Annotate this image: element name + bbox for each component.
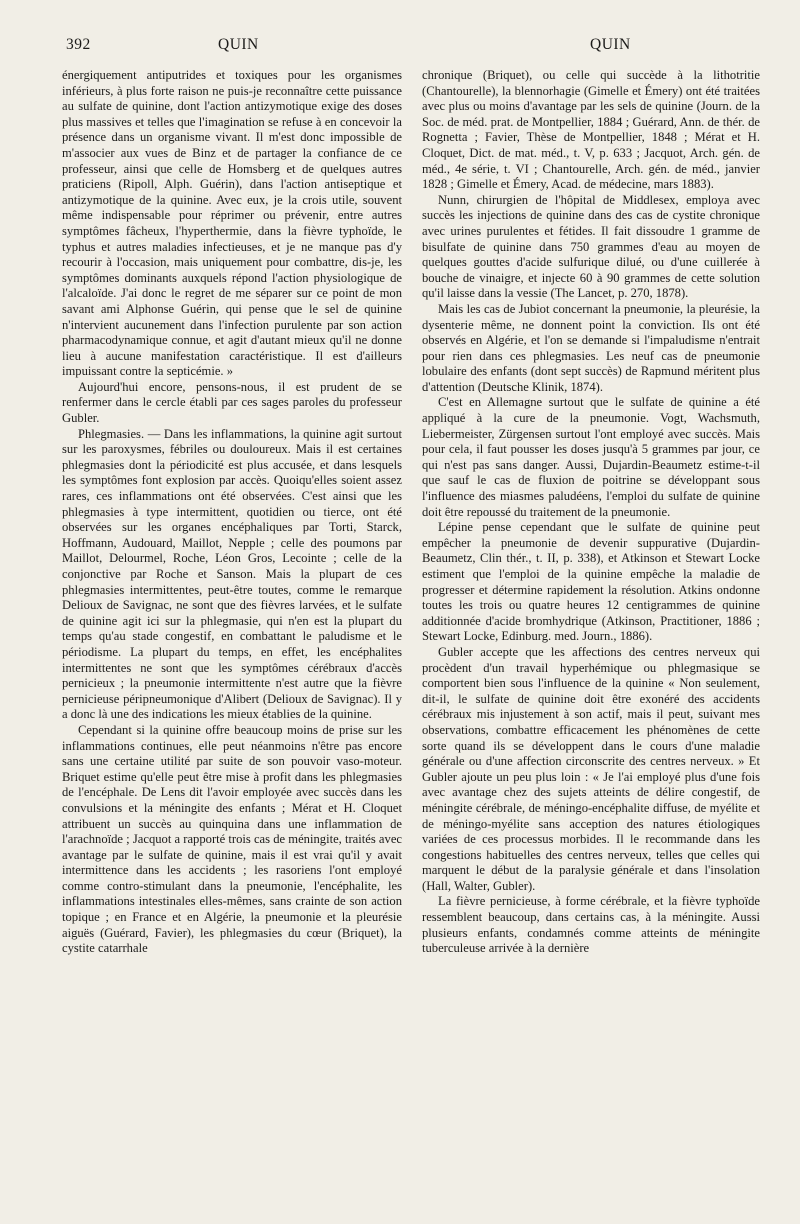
paragraph: La fièvre pernicieuse, à forme cérébrale, et la fièvre typhoïde ressemblent beaucoup, dans certains cas, à la méningite. Aussi plusieurs enfants, condamnés comme atteints de méningite tuberculeuse arrivée à la dernière — [422, 894, 760, 956]
running-title-left: QUIN — [218, 36, 259, 53]
paragraph: Gubler accepte que les affections des centres nerveux qui procèdent d'un travail hyperhémique ou phlegmasique se comportent bien sous l'influence de la quinine « Non seulement, dit-il, le sulfate de quinine doit être exonéré des accidents cérébraux mis injustement à son actif, mais il peut, suivant mes observations, combattre efficacement les phénomènes de cette sorte quand ils se développent dans le cours d'une maladie générale ou d'une affection circonscrite des centres nerveux. » Et Gubler ajoute un peu plus loin : « Je l'ai employé plus d'une fois avec avantage chez des sujets atteints de délire congestif, de méningite cérébrale, de méningo-encéphalite diffuse, de myélite et de méningo-myélite sans acception des natures étiologiques variées de ces processus morbides. Il le recommande dans les congestions habituelles des centres nerveux, telles que celles qui marquent le début de la paralysie générale et dans l'insolation (Hall, Walter, Gubler). — [422, 644, 760, 893]
paragraph: Mais les cas de Jubiot concernant la pneumonie, la pleurésie, la dysenterie même, ne donnent point la conviction. Ils ont été observés en Algérie, et l'on se demande si l'impaludisme n'entrait pour rien dans ces phlegmasies. Les neuf cas de pneumonie lobulaire des enfants (dont sept succès) de Rapmund méritent plus d'attention (Deutsche Klinik, 1874). — [422, 301, 760, 394]
paragraph: énergiquement antiputrides et toxiques pour les organismes inférieurs, à plus forte raison ne puis-je reconnaître cette puissance au sulfate de quinine, dont l'action antizymotique exige des doses plus massives et telles que l'imagination se refuse à en concevoir la présence dans un organisme vivant. Il m'est donc impossible de m'associer aux vues de Binz et de partager la confiance de ce professeur, ainsi que celle de Homsberg et de quelques autres praticiens (Ripoll, Alph. Guérin), dans l'action antiseptique et antizymotique de la quinine. Avec eux, je la crois utile, souvent même indispensable pour réprimer ou prévenir, entre autres symptômes fâcheux, l'hyperthermie, dans la fièvre typhoïde, le typhus et autres maladies infectieuses, et je ne manque pas d'y recourir à l'occasion, mais uniquement pour combattre, dis-je, les symptômes dominants auxquels répond l'action physiologique de l'alcaloïde. J'ai donc le regret de me séparer sur ce point de mon savant ami Alphonse Guérin, qui pense que le sel de quinine n'intervient aucunement dans l'infection purulente par son action pharmacodynamique connue, et agit d'autant mieux qu'il ne donne lieu à aucune manifestation caractéristique. Il est d'ailleurs impuissant contre la septicémie. » — [62, 68, 402, 379]
running-title-right: QUIN — [590, 36, 631, 53]
paragraph: Cependant si la quinine offre beaucoup moins de prise sur les inflammations continues, elle peut néanmoins n'être pas encore sans une certaine utilité par suite de son pouvoir vaso-moteur. Briquet estime qu'elle peut être mise à profit dans les phlegmasies de l'encéphale. De Lens dit l'avoir employée avec succès dans les convulsions et la méningite des enfants ; Mérat et H. Cloquet attribuent un succès au quinquina dans une inflammation de l'arachnoïde ; Jacquot a rapporté trois cas de méningite, traités avec avantage par le sulfate de quinine, mais il est vrai qu'il y avait intermittence dans les accidents ; les rasoriens l'ont employé comme contro-stimulant dans la pneumonie, l'encéphalite, les inflammations intestinales elles-mêmes, sans crainte de son action topique ; en France et en Algérie, la pneumonie et la pleurésie aiguës (Guérard, Favier), les phlegmasies du cœur (Briquet), la cystite catarrhale — [62, 722, 402, 956]
paragraph: Phlegmasies. — Dans les inflammations, la quinine agit surtout sur les paroxysmes, fébriles ou douloureux. Mais il est certaines phlegmasies dont la périodicité est plus accusée, et dans lesquels les symptômes font explosion par accès. Quoiqu'elles soient assez rares, ces inflammations ont été observées. C'est ainsi que les phlegmasies à type intermittent, quotidien ou tierce, ont été observées sur les organes encéphaliques par Torti, Starck, Hoffmann, Audouard, Maillot, Nepple ; celle des poumons par Maillot, Delourmel, Roche, Léon Gros, Lecointe ; celle de la conjonctive par Roche et Sanson. Mais la plupart de ces phlegmasies intermittentes, peut-être toutes, comme le remarque Delioux de Savignac, ne sont que des fièvres larvées, et le sulfate de quinine agit ici sur la phlegmasie, qui n'en est la plupart du temps qu'au stade congestif, en combattant le paludisme et le périodisme. La plupart du temps, en effet, les encéphalites intermittentes ne sont que les symptômes cérébraux d'accès pernicieux ; la pneumonie intermittente n'est autre que la fièvre pernicieuse péripneumonique d'Alibert (Delioux de Savignac). Il y a donc là une des indications les mieux établies de la quinine. — [62, 426, 402, 722]
paragraph: Lépine pense cependant que le sulfate de quinine peut empêcher la pneumonie de devenir suppurative (Dujardin-Beaumetz, Clin thér., t. II, p. 338), et Atkinson et Stewart Locke estiment que l'emploi de la quinine empêche la maladie de progresser et détermine rapidement la résolution. Atkins ondonne toutes les trois ou quatre heures 12 centigrammes de quinine additionnée d'acide bromhydrique (Atkinson, Practitioner, 1886 ; Stewart Locke, Edinburg. med. Journ., 1886). — [422, 520, 760, 644]
paragraph: chronique (Briquet), ou celle qui succède à la lithotritie (Chantourelle), la blennorhagie (Gimelle et Émery) ont été traitées avec plus ou moins d'avantage par les sels de quinine (Journ. de la Soc. de méd. prat. de Montpellier, 1884 ; Guérard, Ann. de thér. de Rognetta ; Favier, Thèse de Montpellier, 1848 ; Mérat et H. Cloquet, Dict. de mat. méd., t. V, p. 633 ; Jacquot, Arch. gén. de méd., 4e série, t. VI ; Chantourelle, Arch. gén. de méd., janvier 1828 ; Gimelle et Émery, Acad. de médecine, mars 1883). — [422, 68, 760, 192]
right-column — [422, 68, 760, 957]
paragraph: Nunn, chirurgien de l'hôpital de Middlesex, employa avec succès les injections de quinine dans des cas de cystite chronique avec urines purulentes et fétides. Il fait dissoudre 1 gramme de bisulfate de quinine dans 750 grammes d'eau au moyen de quelques gouttes d'acide sulfurique dilué, ou d'une cuillerée à bouche de vinaigre, et injecte 60 à 90 grammes de cette solution qu'il laisse dans la vessie (The Lancet, p. 270, 1878). — [422, 192, 760, 301]
page-header — [0, 36, 800, 62]
page-number: 392 — [66, 36, 91, 53]
left-column — [62, 68, 402, 957]
paragraph: C'est en Allemagne surtout que le sulfate de quinine a été appliqué à la cure de la pneumonie. Vogt, Wachsmuth, Liebermeister, Zürgensen surtout l'ont employé avec succès. Mais pour cela, il faut pousser les doses jusqu'à 5 grammes par jour, ce qui n'est pas sans danger. Aussi, Dujardin-Beaumetz estime-t-il que sauf le cas de fluxion de poitrine se développant sous l'influence des miasmes paludéens, l'emploi du sulfate de quinine doit être repoussé du traitement de la pneumonie. — [422, 395, 760, 519]
paragraph: Aujourd'hui encore, pensons-nous, il est prudent de se renfermer dans le cercle établi par ces sages paroles du professeur Gubler. — [62, 379, 402, 426]
